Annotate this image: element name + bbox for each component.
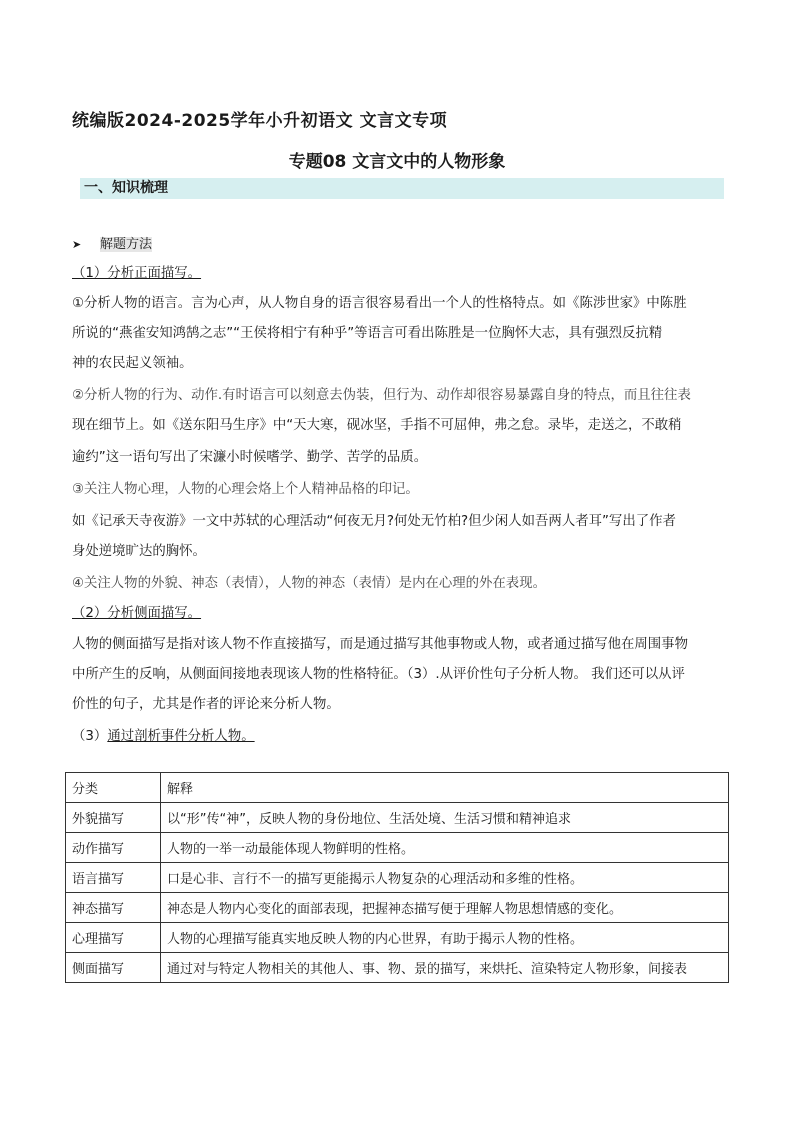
- paragraph-language-line-3: 神的农民起义领袖。: [72, 356, 193, 371]
- table-cell-category: 外貌描写: [66, 803, 161, 833]
- table-cell-explanation: 通过对与特定人物相关的其他人、事、物、景的描写，来烘托、渲染特定人物形象，间接表: [161, 953, 729, 983]
- table-row: [66, 833, 729, 863]
- subheading-front-description: （1）分析正面描写。: [72, 266, 202, 281]
- paragraph-language-line-1: ①分析人物的语言。言为心声，从人物自身的语言很容易看出一个人的性格特点。如《陈涉世家》中陈胜: [72, 296, 687, 311]
- subheading-side-description: （2）分析侧面描写。: [72, 606, 202, 621]
- table-cell-explanation: 人物的一举一动最能体现人物鲜明的性格。: [161, 833, 729, 863]
- paragraph-action-line-1: ②分析人物的行为、动作.有时语言可以刻意去伪装，但行为、动作却很容易暴露自身的特点，而且往往表: [72, 388, 691, 403]
- paragraph-action-line-3: 逾约”这一语句写出了宋濂小时候嗜学、勤学、苦学的品质。: [72, 450, 428, 465]
- table-cell-explanation: 口是心非、言行不一的描写更能揭示人物复杂的心理活动和多维的性格。: [161, 863, 729, 893]
- table-header-cell: 解释: [161, 773, 729, 803]
- table-header-row: [66, 773, 729, 803]
- table-row: [66, 893, 729, 923]
- arrow-bullet-icon: ➤: [72, 238, 82, 251]
- paragraph-psychology: ③关注人物心理，人物的心理会烙上个人精神品格的印记。: [72, 482, 419, 497]
- subheading-event-prefix: （3）: [72, 729, 108, 744]
- table-row: [66, 863, 729, 893]
- section-heading-bar: [80, 178, 724, 199]
- subheading-event-analysis: [72, 725, 255, 744]
- table-cell-explanation: 以“形”传“神”，反映人物的身份地位、生活处境、生活习惯和精神追求: [161, 803, 729, 833]
- table-header-cell: 分类: [66, 773, 161, 803]
- section-heading: 一、知识梳理: [84, 180, 168, 196]
- table-row: [66, 953, 729, 983]
- table-cell-category: 侧面描写: [66, 953, 161, 983]
- method-bullet: [72, 233, 152, 252]
- paragraph-side-line-3: 价性的句子，尤其是作者的评论来分析人物。: [72, 697, 340, 712]
- method-label: 解题方法: [100, 237, 153, 252]
- table-cell-category: 动作描写: [66, 833, 161, 863]
- paragraph-side-line-2: 中所产生的反响，从侧面间接地表现该人物的性格特征。（3）.从评价性句子分析人物。 我们还可以从评: [72, 667, 685, 682]
- table-cell-explanation: 人物的心理描写能真实地反映人物的内心世界，有助于揭示人物的性格。: [161, 923, 729, 953]
- paragraph-example-line-1: 如《记承天寺夜游》一文中苏轼的心理活动“何夜无月?何处无竹柏?但少闲人如吾两人者耳”写出了作者: [72, 514, 676, 529]
- table-row: [66, 923, 729, 953]
- paragraph-example-line-2: 身处逆境旷达的胸怀。: [72, 544, 206, 559]
- topic-title: 专题08 文言文中的人物形象: [288, 152, 506, 172]
- table-row: [66, 803, 729, 833]
- paragraph-language-line-2: 所说的“燕雀安知鸿鹄之志”“王侯将相宁有种乎”等语言可看出陈胜是一位胸怀大志，具有强烈反抗精: [72, 326, 663, 341]
- paragraph-side-line-1: 人物的侧面描写是指对该人物不作直接描写，而是通过描写其他事物或人物，或者通过描写他在周围事物: [72, 637, 688, 652]
- document-title: 统编版2024-2025学年小升初语文 文言文专项: [72, 111, 448, 131]
- paragraph-action-line-2: 现在细节上。如《送东阳马生序》中“天大寒，砚冰坚，手指不可屈伸，弗之怠。录毕，走送之，不敢稍: [72, 418, 682, 433]
- paragraph-appearance: ④关注人物的外貌、神态（表情），人物的神态（表情）是内在心理的外在表现。: [72, 576, 546, 591]
- table-cell-category: 神态描写: [66, 893, 161, 923]
- table-cell-category: 语言描写: [66, 863, 161, 893]
- subheading-event-text: 通过剖析事件分析人物。: [107, 729, 255, 744]
- description-types-table: [65, 772, 729, 983]
- table-cell-category: 心理描写: [66, 923, 161, 953]
- table-cell-explanation: 神态是人物内心变化的面部表现，把握神态描写便于理解人物思想情感的变化。: [161, 893, 729, 923]
